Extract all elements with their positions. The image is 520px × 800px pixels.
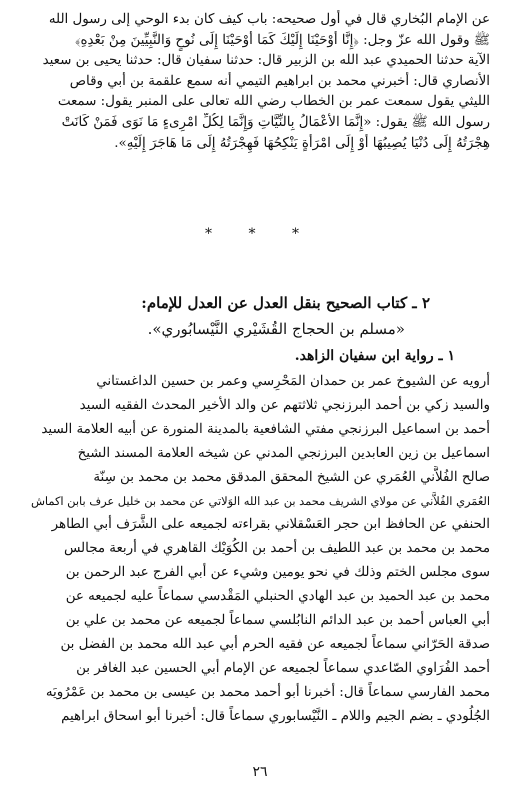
- hadith-paragraph: [30, 10, 490, 154]
- text-line: الحنفي عن الحافظ ابن حجر العَسْقلاني بقراءته لجميعه على الشَّرَف أبي الطاهر: [51, 517, 490, 533]
- text-line: محمد الفارسي سماعاً قال: أخبرنا أبو أحمد محمد بن عيسى بن محمد بن عَمْرُويَه: [45, 684, 490, 700]
- text-line: ﷺ وقول الله عزّ وجل: ﴿إِنَّا أَوْحَيْنَا إِلَيْكَ كَمَا أَوْحَيْنَا إِلَى نُوحٍ وَالنَّبِيِّينَ مِنْ بَعْدِهِ﴾: [74, 32, 490, 48]
- text-line: أرويه عن الشيوخ عمر بن حمدان المَحْرِسي وعمر بن حسين الداغستاني: [96, 374, 490, 389]
- text-line: صدقة الحَرّاني سماعاً لجميعه عن فقيه الحرم أبي عبد الله محمد بن الفضل بن: [60, 636, 490, 652]
- text-line: الليثي يقول سمعت عمر بن الخطاب رضي الله تعالى على المنبر يقول: سمعت: [57, 94, 490, 110]
- text-line: أحمد بن اسماعيل البرزنجي مفتي الشافعية بالمدينة المنورة عن أبيه العلامة السيد: [41, 421, 490, 437]
- text-line: عن الإمام البُخاري قال في أول صحيحه: باب كيف كان بدء الوحي إلى رسول الله: [48, 12, 490, 27]
- section-separator: * * *: [205, 226, 315, 242]
- text-line: الآية حدثنا الحميدي عبد الله بن الزبير قال: حدثنا سفيان قال: حدثنا يحيى بن سعيد: [42, 53, 490, 69]
- section-subtitle: «مسلم بن الحجاج القُشَيْري النَّيْسابُوري».: [147, 320, 405, 338]
- text-line: هِجْرَتُهُ إِلَى دُنْيَا يُصِيبُهَا أَوْ إِلَى امْرَأَةٍ يَنْكِحُهَا فَهِجْرَتُهُ إِلَى مَا هَاجَرَ إِلَيْهِ».: [114, 135, 490, 151]
- text-line: محمد بن محمد بن عبد اللطيف بن أحمد بن الكُوَيْك القاهري في أربعة مجالس: [63, 541, 490, 557]
- text-line: أحمد الفُرَاوي الصّاعدي سماعاً لجميعه عن الإمام أبي الحسين عبد الغافر بن: [76, 660, 490, 676]
- text-line: أبي العباس أحمد بن عبد الدائم النابُلسي سماعاً لجميعه عن محمد بن علي بن: [65, 613, 490, 629]
- text-line: محمد بن عبد الحميد بن عبد الهادي الحنبلي المَقْدسي سماعاً عليه لجميعه عن: [65, 589, 490, 605]
- text-line: الجُلُودي ـ بضم الجيم واللام ـ النَّيْسابوري سماعاً قال: أخبرنا أبو اسحاق ابراهيم: [61, 708, 490, 724]
- text-line: اسماعيل بن زين العابدين البرزنجي المدني عن شيخه العلامة المسند الشيخ: [77, 445, 490, 461]
- section-heading: ٢ ـ كتاب الصحيح بنقل العدل عن العدل للإمام:: [141, 294, 430, 312]
- isnad-paragraph: [30, 370, 490, 729]
- text-line: والسيد زكي بن أحمد البرزنجي ثلاثتهم عن والد الأخير المحدث الفقيه السيد: [79, 397, 490, 413]
- text-line: صالح الفُلاَّني العُمَري عن الشيخ المحقق المدقق محمد بن محمد بن سِنّة: [93, 469, 490, 485]
- text-line: رسول الله ﷺ يقول: «إِنَّمَا الأَعْمَالُ بِالنِّيَّاتِ وَإِنَّمَا لِكُلِّ امْرِىءٍ مَا نَوَى فَمَنْ كَانَتْ: [61, 114, 490, 130]
- riwaya-heading: ١ ـ رواية ابن سفيان الزاهد.: [294, 348, 455, 364]
- page-number: ٢٦: [252, 764, 268, 780]
- text-line: الأنصاري قال: أخبرني محمد بن ابراهيم التيمي أنه سمع علقمة بن أبي وقاص: [69, 73, 490, 89]
- text-line: العُمَري الفُلاَّني عن مولاي الشريف محمد بن عبد الله الوَلاتي عن محمد بن خليل عرف بابن اكماش: [30, 493, 490, 508]
- text-line: سوى مجلس الختم وذلك في نحو يومين وشيء عن أبي الفرج عبد الرحمن بن: [65, 565, 490, 581]
